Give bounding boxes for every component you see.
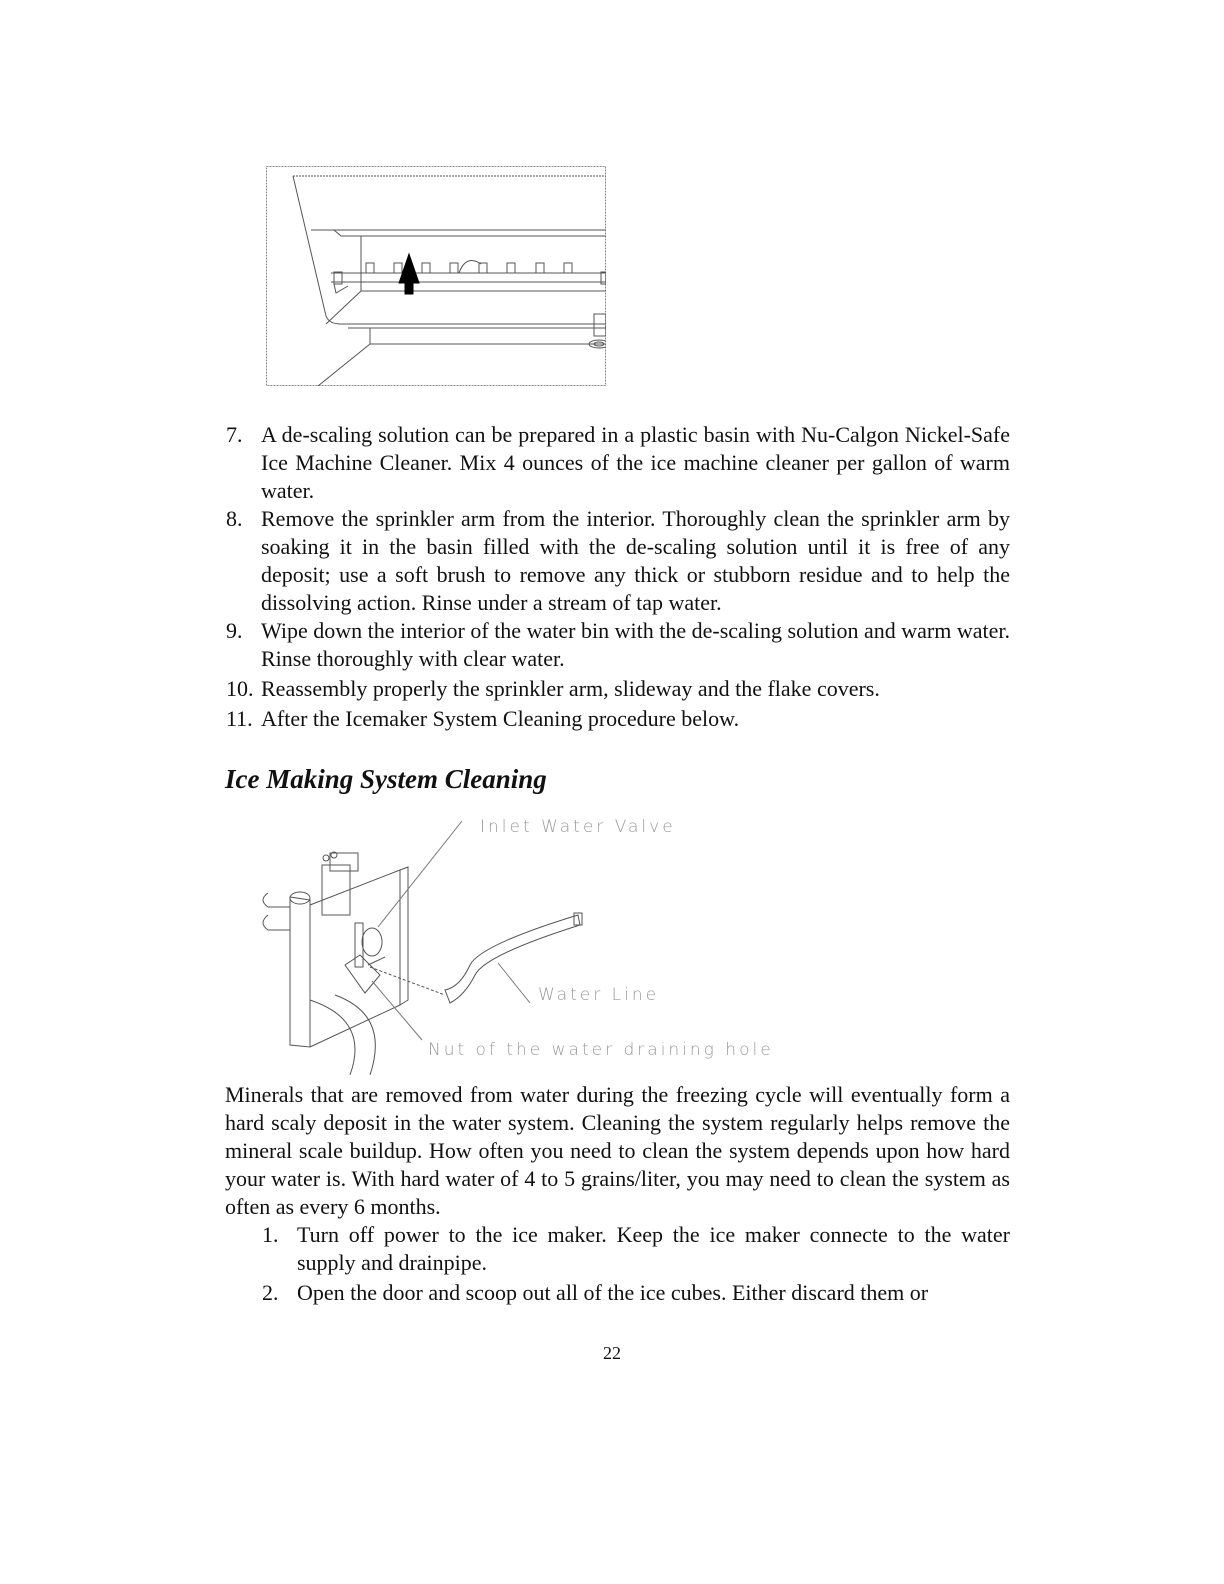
- label-inlet-water-valve: Inlet Water Valve: [480, 817, 676, 837]
- step-item: 9. Wipe down the interior of the water bin with the de-scaling solution and warm water. Rinse thoroughly with clear water.: [226, 618, 1010, 671]
- sprinkler-arm-figure: [266, 166, 606, 386]
- label-water-line: Water Line: [538, 985, 660, 1005]
- step-item: 10. Reassembly properly the sprinkler arm, slideway and the flake covers.: [226, 676, 880, 701]
- step-item: 1. Turn off power to the ice maker. Keep the ice maker connecte to the water supply and drainpipe.: [262, 1222, 1010, 1275]
- cleaning-steps-1-2: [262, 1221, 1010, 1307]
- page-number: 22: [603, 1343, 621, 1363]
- section-heading: Ice Making System Cleaning: [225, 764, 547, 794]
- intro-paragraph: Minerals that are removed from water during the freezing cycle will eventually form a hard scaly deposit in the water system. Cleaning the system regularly helps remove the mineral scale buildup. How often you need to clean the system depends upon how hard your water is. With hard water of 4 to 5 grains/liter, you may need to clean the system as often as every 6 months.: [225, 1082, 1010, 1219]
- step-item: 7. A de-scaling solution can be prepared in a plastic basin with Nu-Calgon Nickel-Safe Ice Machine Cleaner. Mix 4 ounces of the ice machine cleaner per gallon of warm water.: [226, 422, 1010, 503]
- arrow-up-icon: [399, 254, 419, 294]
- water-system-figure: [250, 815, 810, 1075]
- label-drain-nut: Nut of the water draining hole: [428, 1040, 774, 1060]
- step-item: 2. Open the door and scoop out all of the ice cubes. Either discard them or: [262, 1280, 929, 1305]
- cleaning-steps-7-11: [226, 421, 1010, 733]
- step-item: 8. Remove the sprinkler arm from the interior. Thoroughly clean the sprinkler arm by soaking it in the basin filled with the de-scaling solution until it is free of any deposit; use a soft brush to remove any thick or stubborn residue and to help the dissolving action. Rinse under a stream of tap water.: [226, 506, 1010, 615]
- step-item: 11. After the Icemaker System Cleaning procedure below.: [226, 706, 740, 731]
